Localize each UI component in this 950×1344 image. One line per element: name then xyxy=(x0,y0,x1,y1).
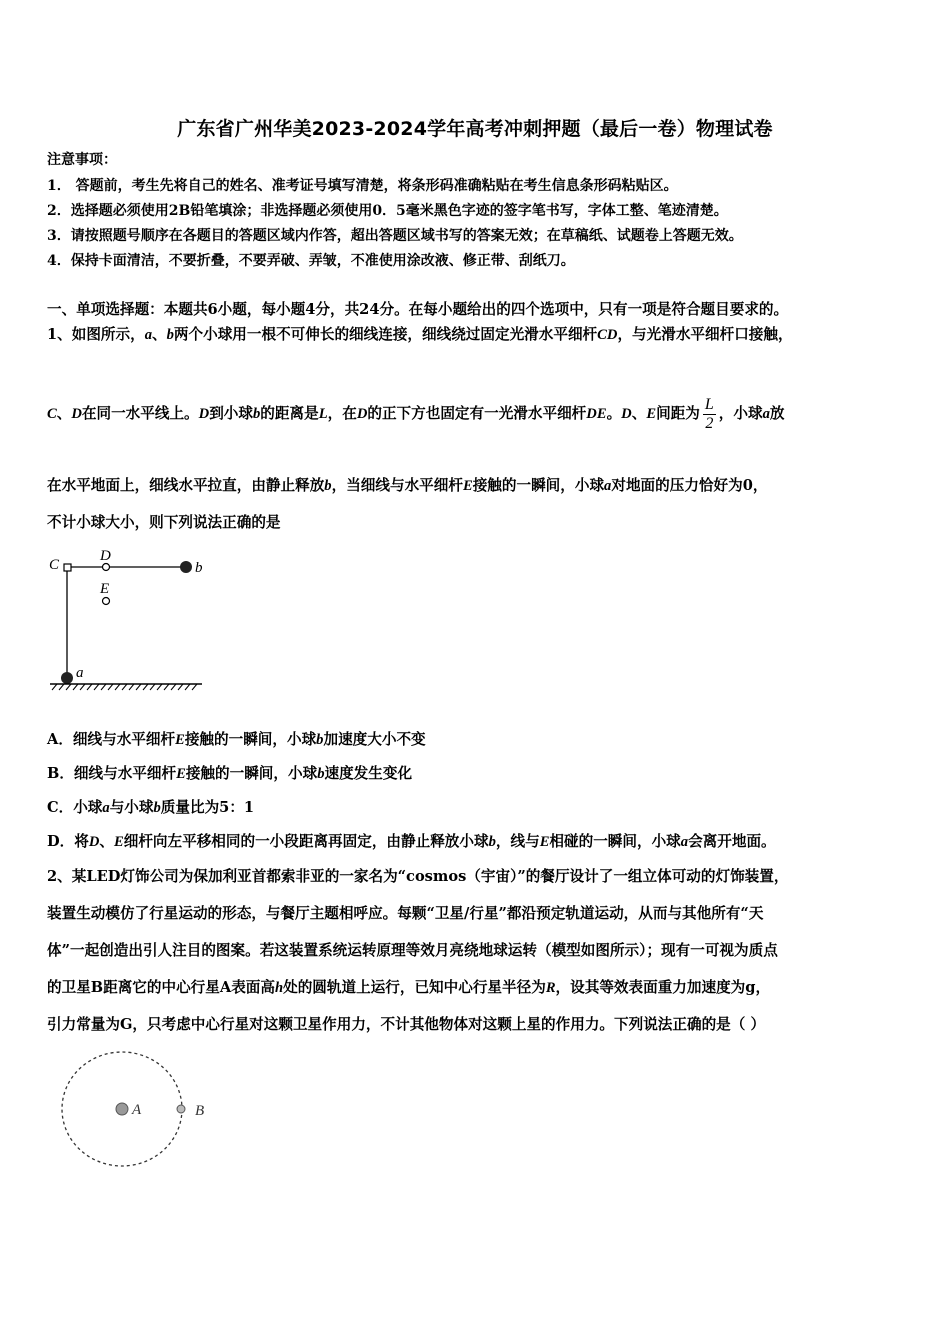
q1-option-c: C．小球a与小球b质量比为5：1 xyxy=(47,799,255,816)
page-title: 广东省广州华美2023-2024学年高考冲刺押题（最后一卷）物理试卷 xyxy=(177,118,773,140)
label-C: C xyxy=(49,557,60,573)
label-A: A xyxy=(132,1102,142,1118)
q1-line-3: 在水平地面上，细线水平拉直，由静止释放b，当细线与水平细杆E接触的一瞬间，小球a对地面的压力恰好为0， xyxy=(47,477,768,494)
label-a: a xyxy=(76,665,84,681)
notes-heading: 注意事项： xyxy=(47,152,117,168)
rod-E xyxy=(103,598,110,605)
label-B: B xyxy=(195,1103,205,1119)
fraction-L-over-2: $\frac{L}{2}$ xyxy=(704,395,714,432)
q1-option-d: D．将D、E细杆向左平移相同的一小段距离再固定，由静止释放小球b，线与E相碰的一瞬间，小球a会离开地面。 xyxy=(47,833,776,850)
q1-line-2: C、D在同一水平线上。D到小球b的距离是L，在D的正下方也固定有一光滑水平细杆DE。D、E间距为 $\frac{L}{2}$ ，小球a放 xyxy=(47,395,785,432)
q1-line-1: 1、如图所示，a、b两个小球用一根不可伸长的细线连接，细线绕过固定光滑水平细杆CD，与光滑水平细杆口接触， xyxy=(47,326,793,343)
q1-figure xyxy=(40,545,220,695)
q1-option-a: A．细线与水平细杆E接触的一瞬间，小球b加速度大小不变 xyxy=(47,731,426,748)
label-D: D xyxy=(100,548,111,564)
note-item: 4．保持卡面清洁，不要折叠，不要弄破、弄皱，不准使用涂改液、修正带、刮纸刀。 xyxy=(47,253,575,269)
q2-line-1: 2、某LED灯饰公司为保加利亚首都索非亚的一家名为“cosmos（宇宙）”的餐厅设计了一组立体可动的灯饰装置， xyxy=(47,868,789,885)
planet-A xyxy=(116,1103,128,1115)
rod-D xyxy=(103,564,110,571)
q2-line-5: 引力常量为G，只考虑中心行星对这颗卫星作用力，不计其他物体对这颗上星的作用力。下列说法正确的是（ ） xyxy=(47,1016,766,1033)
note-item: 3．请按照题号顺序在各题目的答题区域内作答，超出答题区域书写的答案无效；在草稿纸、试题卷上答题无效。 xyxy=(47,228,743,244)
section-heading: 一、单项选择题：本题共6小题，每小题4分，共24分。在每小题给出的四个选项中，只有一项是符合题目要求的。 xyxy=(47,301,789,318)
note-item: 1． 答题前，考生先将自己的姓名、准考证号填写清楚，将条形码准确粘贴在考生信息条形码粘贴区。 xyxy=(47,178,678,194)
ball-b xyxy=(180,561,192,573)
q1-option-b: B．细线与水平细杆E接触的一瞬间，小球b速度发生变化 xyxy=(47,765,413,782)
q2-line-4: 的卫星B距离它的中心行星A表面高h处的圆轨道上运行，已知中心行星半径为R，设其等效表面重力加速度为g， xyxy=(47,979,771,996)
q2-line-2: 装置生动模仿了行星运动的形态，与餐厅主题相呼应。每颗“卫星/行星”都沿预定轨道运动，从而与其他所有“天 xyxy=(47,905,764,922)
label-b: b xyxy=(195,560,203,576)
ground-hatch xyxy=(52,684,197,690)
ball-a xyxy=(61,672,73,684)
q2-figure xyxy=(50,1048,230,1178)
note-item: 2．选择题必须使用2B铅笔填涂；非选择题必须使用0．5毫米黑色字迹的签字笔书写，字体工整、笔迹清楚。 xyxy=(47,203,728,219)
q2-line-3: 体”一起创造出引人注目的图案。若这装置系统运转原理等效月亮绕地球运转（模型如图所示）；现有一可视为质点 xyxy=(47,942,778,959)
satellite-B xyxy=(177,1105,185,1113)
q1-line-4: 不计小球大小，则下列说法正确的是 xyxy=(47,514,281,531)
rod-C xyxy=(64,564,71,571)
label-E: E xyxy=(100,581,110,597)
